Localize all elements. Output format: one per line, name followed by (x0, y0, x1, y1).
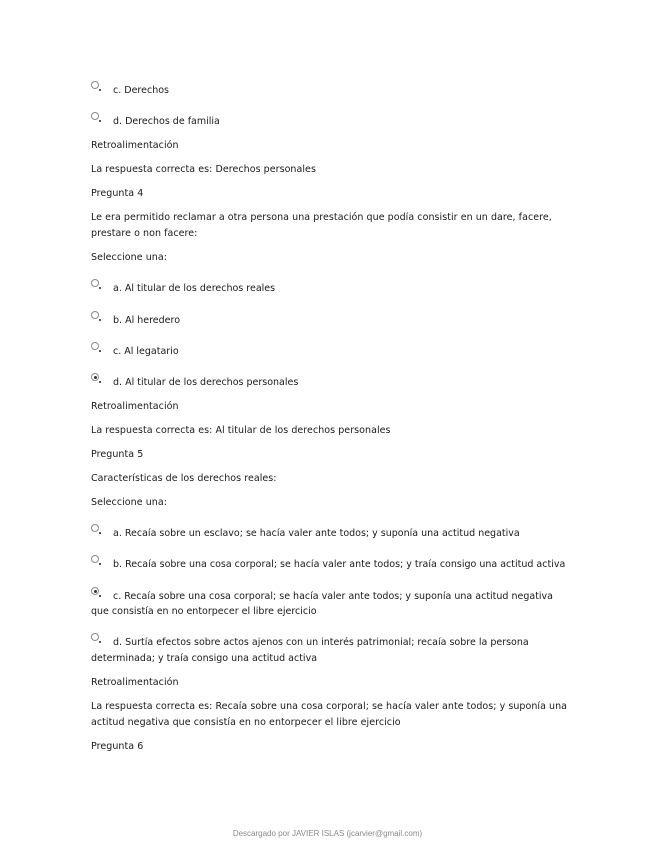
radio-unchecked-icon[interactable] (91, 81, 99, 89)
option-label: a. Recaía sobre un esclavo; se hacía valer ante todos; y suponía una actitud negativa (113, 528, 520, 539)
select-prompt: Seleccione una: (91, 497, 167, 508)
option-label: d. Derechos de familia (113, 116, 220, 127)
radio-unchecked-icon[interactable] (91, 342, 99, 350)
option-label: d. Al titular de los derechos personales (113, 377, 299, 388)
question-heading: Pregunta 5 (91, 449, 144, 460)
question-text-line2: prestare o non facere: (91, 228, 198, 239)
feedback-heading: Retroalimentación (91, 140, 179, 151)
question-text-line1: Le era permitido reclamar a otra persona una prestación que podía consistir en un dare, facere, (91, 212, 552, 223)
radio-unchecked-icon[interactable] (91, 311, 99, 319)
select-prompt: Seleccione una: (91, 252, 167, 263)
radio-unchecked-icon[interactable] (91, 555, 99, 563)
radio-checked-icon[interactable] (91, 373, 99, 381)
radio-unchecked-icon[interactable] (91, 524, 99, 532)
option-label-continued: que consistía en no entorpecer el libre ejercicio (91, 606, 317, 617)
question-heading: Pregunta 6 (91, 741, 144, 752)
radio-unchecked-icon[interactable] (91, 633, 99, 641)
option-label: c. Derechos (113, 85, 169, 96)
feedback-text: La respuesta correcta es: Al titular de los derechos personales (91, 425, 391, 436)
question-heading: Pregunta 4 (91, 188, 144, 199)
option-label: b. Al heredero (113, 315, 181, 326)
question-text: Características de los derechos reales: (91, 473, 277, 484)
feedback-heading: Retroalimentación (91, 401, 179, 412)
radio-unchecked-icon[interactable] (91, 112, 99, 120)
feedback-text: La respuesta correcta es: Derechos personales (91, 164, 316, 175)
option-label-continued: determinada; y traía consigo una actitud activa (91, 653, 318, 664)
feedback-text-line2: actitud negativa que consistía en no entorpecer el libre ejercicio (91, 717, 401, 728)
option-label: b. Recaía sobre una cosa corporal; se hacía valer ante todos; y traía consigo una actitud activa (113, 559, 566, 570)
download-footer: Descargado por JAVIER ISLAS (jcarvier@gmail.com) (232, 829, 423, 838)
option-label: c. Al legatario (113, 346, 179, 357)
option-label: a. Al titular de los derechos reales (113, 283, 276, 294)
feedback-text-line1: La respuesta correcta es: Recaía sobre una cosa corporal; se hacía valer ante todos; y suponía una (91, 701, 568, 712)
radio-unchecked-icon[interactable] (91, 279, 99, 287)
feedback-heading: Retroalimentación (91, 677, 179, 688)
radio-checked-icon[interactable] (91, 587, 99, 595)
option-label: c. Recaía sobre una cosa corporal; se hacía valer ante todos; y suponía una actitud negativa (113, 591, 554, 602)
option-label: d. Surtía efectos sobre actos ajenos con un interés patrimonial; recaía sobre la persona (113, 637, 529, 648)
